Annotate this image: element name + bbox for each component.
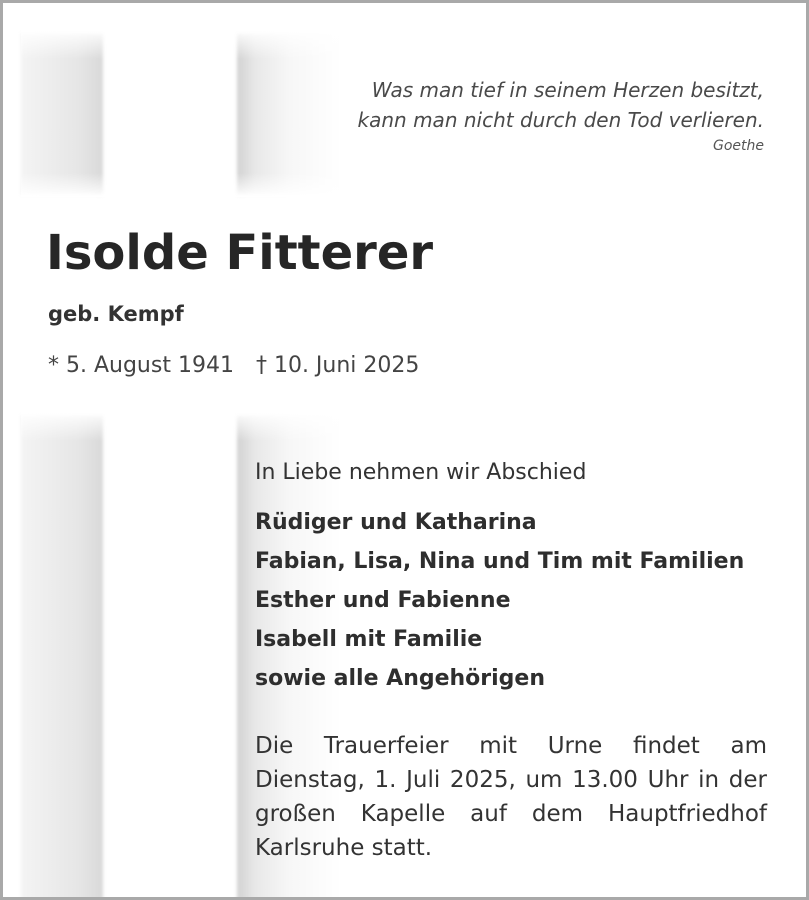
cross-fade-top xyxy=(21,29,391,59)
ceremony-info: Die Trauerfeier mit Urne findet am Dienstag, 1. Juli 2025, um 13.00 Uhr in der großen Kapelle auf dem Hauptfriedhof Karlsruhe statt. xyxy=(255,733,767,861)
cross-graphic-lower-left xyxy=(21,415,103,900)
mourners-list xyxy=(255,503,744,698)
mourner-item: sowie alle Angehörigen xyxy=(255,666,546,691)
cross-fade-middle-bottom xyxy=(21,411,391,441)
life-dates xyxy=(48,351,419,381)
mourner-item: Rüdiger und Katharina xyxy=(255,510,537,535)
farewell-text: In Liebe nehmen wir Abschied xyxy=(255,460,587,485)
mourner-item: Isabell mit Familie xyxy=(255,627,483,652)
quote-line: kann man nicht durch den Tod verlieren. xyxy=(357,108,764,132)
quote-author: Goethe xyxy=(712,138,764,154)
maiden-name: geb. Kempf xyxy=(48,302,184,326)
deceased-name: Isolde Fitterer xyxy=(46,225,434,281)
quote-block xyxy=(358,75,764,155)
quote-line: Was man tief in seinem Herzen besitzt, xyxy=(371,78,764,102)
birth-date: * 5. August 1941 xyxy=(48,353,234,378)
death-date: † 10. Juni 2025 xyxy=(255,353,420,378)
mourner-item: Esther und Fabienne xyxy=(255,588,511,613)
cross-fade-middle-top xyxy=(21,173,391,197)
mourner-item: Fabian, Lisa, Nina und Tim mit Familien xyxy=(255,549,745,574)
